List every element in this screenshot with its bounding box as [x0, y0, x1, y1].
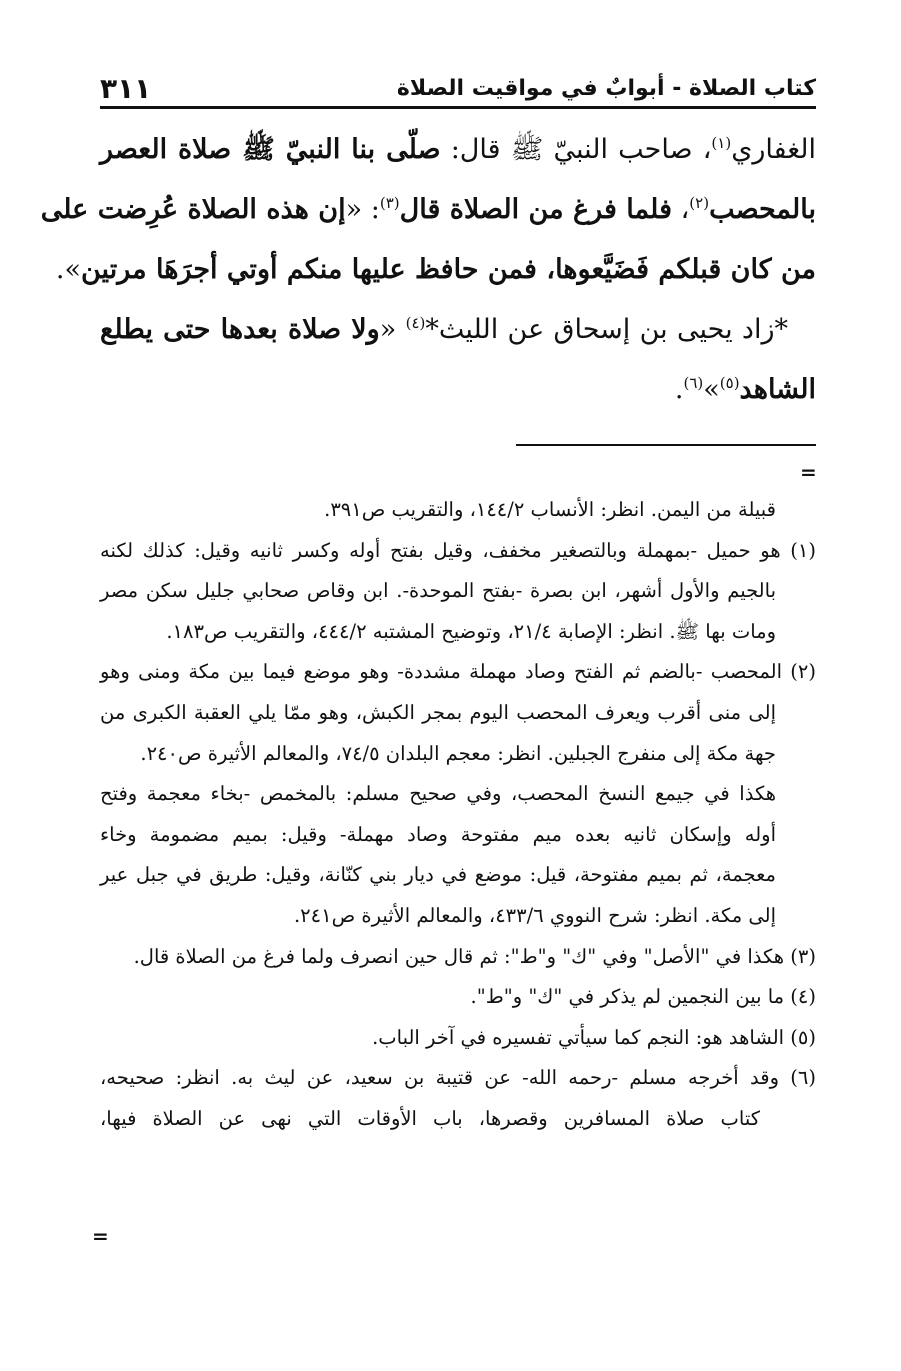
footnote-ref: (١) [711, 134, 732, 152]
footnote-ref: (٤) [405, 314, 426, 332]
footnote-ref: (٦) [683, 374, 704, 392]
body-line: الشاهد$^{(٥)}$»$^{(٦)}$. [674, 374, 816, 405]
hadith-text: ولا صلاة بعدها حتى يطلع [100, 314, 380, 345]
hadith-text: من كان قبلكم فَضَيَّعوها، فمن حافظ عليها منكم أوتي أجرَهَا مرتين [81, 254, 816, 285]
footnote-line: هكذا في جيمع النسخ المحصب، وفي صحيح مسلم: بالمخمص -بخاء معجمة وفتح [100, 782, 776, 806]
footnote-line: (٣) هكذا في "الأصل" وفي "ك" و"ط": ثم قال حين انصرف ولما فرغ من الصلاة قال. [133, 944, 816, 968]
body-line: بالمحصب$^{(٢)}$، فلما فرغ من الصلاة قال$^{(٣)}$: «إن هذه الصلاة عُرِضت على [40, 194, 816, 225]
running-title: كتاب الصلاة - أبوابٌ في مواقيت الصلاة [396, 75, 816, 101]
footnote-line: كتاب صلاة المسافرين وقصرها، باب الأوقات التي نهى عن الصلاة فيها، [100, 1106, 760, 1130]
body-line: *زاد يحيى بن إسحاق عن الليث*$^{(٤)}$ «ولا صلاة بعدها حتى يطلع [100, 314, 788, 345]
footnote-line: (٦) وقد أخرجه مسلم -رحمه الله- عن قتيبة بن سعيد، عن ليث به. انظر: صحيحه، [100, 1066, 816, 1090]
footnote-line: إلى مكة. انظر: شرح النووي ٤٣٣/٦، والمعالم الأثيرة ص٢٤١. [293, 903, 776, 927]
body-line: من كان قبلكم فَضَيَّعوها، فمن حافظ عليها منكم أوتي أجرَهَا مرتين». [55, 254, 816, 285]
footnote-line: (٤) ما بين النجمين لم يذكر في "ك" و"ط". [470, 985, 816, 1009]
continuation-mark: = [800, 460, 817, 484]
footnote-line: أوله وإسكان ثانيه بعده ميم مفتوحة وصاد مهملة- وقيل: بميم مضمومة وخاء [100, 822, 776, 846]
footnote-line: قبيلة من اليمن. انظر: الأنساب ١٤٤/٢، والتقريب ص٣٩١. [324, 498, 776, 521]
hadith-text: إن هذه الصلاة عُرِضت على [40, 194, 346, 225]
footnote-line: معجمة، ثم بميم مفتوحة، قيل: موضع في ديار بني كنّانة، وقيل: طريق في جبل عير [100, 863, 776, 887]
footnote-line: جهة مكة إلى منفرج الجبلين. انظر: معجم البلدان ٧٤/٥، والمعالم الأثيرة ص٢٤٠. [140, 741, 776, 765]
continuation-mark: = [92, 1224, 109, 1248]
footnote-line: إلى منى أقرب ويعرف المحصب اليوم بمجر الكبش، وهو ممّا يلي العقبة الكبرى من [100, 700, 776, 724]
footnote-ref: (٣) [379, 194, 400, 212]
footnotes [100, 490, 816, 1140]
running-header [100, 70, 816, 109]
footnote-line: (١) هو حميل -بمهملة وبالتصغير مخفف، وقيل بفتح أوله وكسر ثانيه وقيل: كذلك لكنه [100, 538, 816, 562]
body-line: الغفاري$^{(١)}$، صاحب النبيّ ﷺ قال: صلّى بنا النبيّ ﷺ صلاة العصر [100, 134, 816, 165]
main-text [40, 120, 816, 420]
hadith-text: صلّى بنا النبيّ ﷺ صلاة العصر [100, 134, 441, 165]
footnote-separator [516, 444, 816, 446]
footnote-line: بالجيم والأول أشهر، ابن بصرة -بفتح الموحدة-. ابن وقاص صحابي جليل سكن مصر [100, 579, 776, 603]
footnote-line: (٥) الشاهد هو: النجم كما سيأتي تفسيره في آخر الباب. [372, 1025, 816, 1049]
footnote-line: ومات بها ﷺ. انظر: الإصابة ٢١/٤، وتوضيح المشتبه ٤٤٤/٢، والتقريب ص١٨٣. [166, 619, 776, 643]
footnote-ref: (٥) [719, 374, 740, 392]
page-number: ٣١١ [100, 71, 152, 105]
footnote-ref: (٢) [689, 194, 710, 212]
footnote-line: (٢) المحصب -بالضم ثم الفتح وصاد مهملة مشددة- وهو موضع فيما بين مكة ومنى وهو [100, 660, 816, 684]
